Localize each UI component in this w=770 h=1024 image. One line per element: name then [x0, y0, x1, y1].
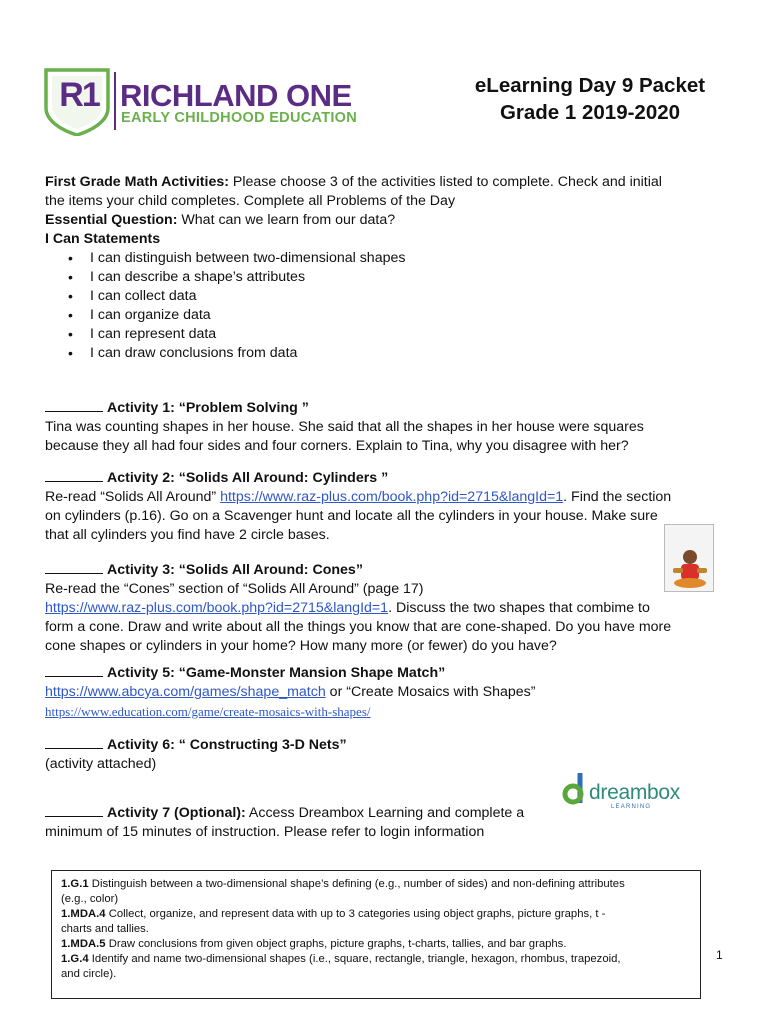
standard-text: Collect, organize, and represent data with up to 3 categories using object graphs, picture graphs, t -: [105, 908, 606, 920]
standard-code: 1.G.4: [61, 953, 89, 965]
checkoff-blank[interactable]: [45, 560, 103, 574]
intro-text-2: the items your child completes. Complete all Problems of the Day: [45, 193, 456, 209]
activity-2-text-2: on cylinders (p.16). Go on a Scavenger hunt and locate all the cylinders in your house. Make sure: [45, 508, 658, 524]
standard-code: 1.G.1: [61, 878, 89, 890]
list-item: • I can organize data: [45, 306, 735, 325]
activity-5: [45, 663, 745, 722]
page-number: 1: [716, 948, 723, 962]
logo-divider: [114, 72, 116, 130]
abcya-link[interactable]: https://www.abcya.com/games/shape_match: [45, 684, 326, 700]
education-com-link[interactable]: https://www.education.com/game/create-mosaics-with-shapes/: [45, 704, 371, 719]
standard-item: [61, 937, 696, 952]
checkoff-blank[interactable]: [45, 663, 103, 677]
activity-2-text-1b: . Find the section: [563, 489, 672, 505]
activity-5-title: Activity 5: “Game-Monster Mansion Shape Match”: [107, 665, 446, 681]
standard-code: 1.MDA.5: [61, 938, 106, 950]
activity-2-text-3: that all cylinders you find have 2 circle bases.: [45, 527, 330, 543]
title-line-2: Grade 1 2019-2020: [499, 101, 681, 124]
activity-3-text-2: . Discuss the two shapes that combime to: [388, 600, 650, 616]
ican-list: [45, 249, 735, 363]
title-line-1: eLearning Day 9 Packet: [474, 74, 706, 97]
standard-item: [61, 907, 696, 922]
checkoff-blank[interactable]: [45, 735, 103, 749]
standard-text-cont: and circle).: [61, 968, 117, 980]
standard-text-cont: (e.g., color): [61, 893, 119, 905]
intro-section: [45, 173, 735, 363]
raz-plus-link[interactable]: https://www.raz-plus.com/book.php?id=2715&langId=1: [45, 600, 389, 616]
page-title: [430, 72, 750, 126]
activity-1-text-1: Tina was counting shapes in her house. She said that all the shapes in her house were squares: [45, 419, 644, 435]
activity-7: [45, 803, 745, 842]
checkoff-blank[interactable]: [45, 468, 103, 482]
ican-heading: I Can Statements: [45, 231, 161, 247]
essential-question-label: Essential Question:: [45, 212, 178, 228]
activity-3: [45, 560, 745, 656]
checkoff-blank[interactable]: [45, 398, 103, 412]
list-item: • I can represent data: [45, 325, 735, 344]
intro-label: First Grade Math Activities:: [45, 174, 229, 190]
activity-7-text-2: minimum of 15 minutes of instruction. Please refer to login information: [45, 824, 485, 840]
activity-6-note: (activity attached): [45, 756, 157, 772]
logo-monogram: R1: [59, 76, 99, 114]
activity-3-text-1: Re-read the “Cones” section of “Solids All Around” (page 17): [45, 581, 424, 597]
list-item: • I can collect data: [45, 287, 735, 306]
activity-7-text-1: Access Dreambox Learning and complete a: [245, 805, 525, 821]
dreambox-d-icon: [562, 771, 588, 807]
list-item: • I can describe a shape’s attributes: [45, 268, 735, 287]
logo-subtitle: EARLY CHILDHOOD EDUCATION: [121, 110, 358, 126]
logo-name: RICHLAND ONE: [120, 78, 352, 113]
activity-1-text-2: because they all had four sides and four corners. Explain to Tina, why you disagree with her?: [45, 438, 629, 454]
activity-3-text-3: form a cone. Draw and write about all the things you know that are cone-shaped. Do you have more: [45, 619, 672, 635]
activity-3-text-4: cone shapes or cylinders in your home? How many more (or fewer) do you have?: [45, 638, 557, 654]
list-item: • I can draw conclusions from data: [45, 344, 735, 363]
standard-text: Draw conclusions from given object graphs, picture graphs, t-charts, tallies, and bar graphs.: [105, 938, 567, 950]
activity-2-title: Activity 2: “Solids All Around: Cylinders ”: [107, 470, 389, 486]
activity-6: [45, 735, 745, 774]
essential-question-text: What can we learn from our data?: [177, 212, 396, 228]
dreambox-tag: LEARNING: [611, 804, 652, 810]
dreambox-name: dreambox: [589, 781, 680, 804]
standard-code: 1.MDA.4: [61, 908, 106, 920]
checkoff-blank[interactable]: [45, 803, 103, 817]
standards-box: [51, 870, 701, 999]
standard-text: Distinguish between a two-dimensional shape’s defining (e.g., number of sides) and non-defining attributes: [88, 878, 625, 890]
activity-3-title: Activity 3: “Solids All Around: Cones”: [107, 562, 363, 578]
standard-text-cont: charts and tallies.: [61, 923, 149, 935]
raz-plus-link[interactable]: https://www.raz-plus.com/book.php?id=2715&langId=1: [220, 489, 564, 505]
intro-text-1: Please choose 3 of the activities listed to complete. Check and initial: [228, 174, 662, 190]
list-item: • I can distinguish between two-dimensional shapes: [45, 249, 735, 268]
district-logo: [44, 66, 364, 140]
activity-7-title: Activity 7 (Optional):: [107, 805, 246, 821]
activity-2: [45, 468, 745, 545]
activity-6-title: Activity 6: “ Constructing 3-D Nets”: [107, 737, 347, 753]
standard-text: Identify and name two-dimensional shapes (i.e., square, rectangle, triangle, hexagon, rhombus, trapezoid,: [88, 953, 621, 965]
activity-2-text-1: Re-read “Solids All Around”: [45, 489, 221, 505]
standard-item: [61, 952, 696, 967]
standard-item: [61, 877, 696, 892]
activity-5-mid-text: or “Create Mosaics with Shapes”: [325, 684, 536, 700]
activity-1-title: Activity 1: “Problem Solving ”: [107, 400, 309, 416]
activity-1: [45, 398, 745, 456]
